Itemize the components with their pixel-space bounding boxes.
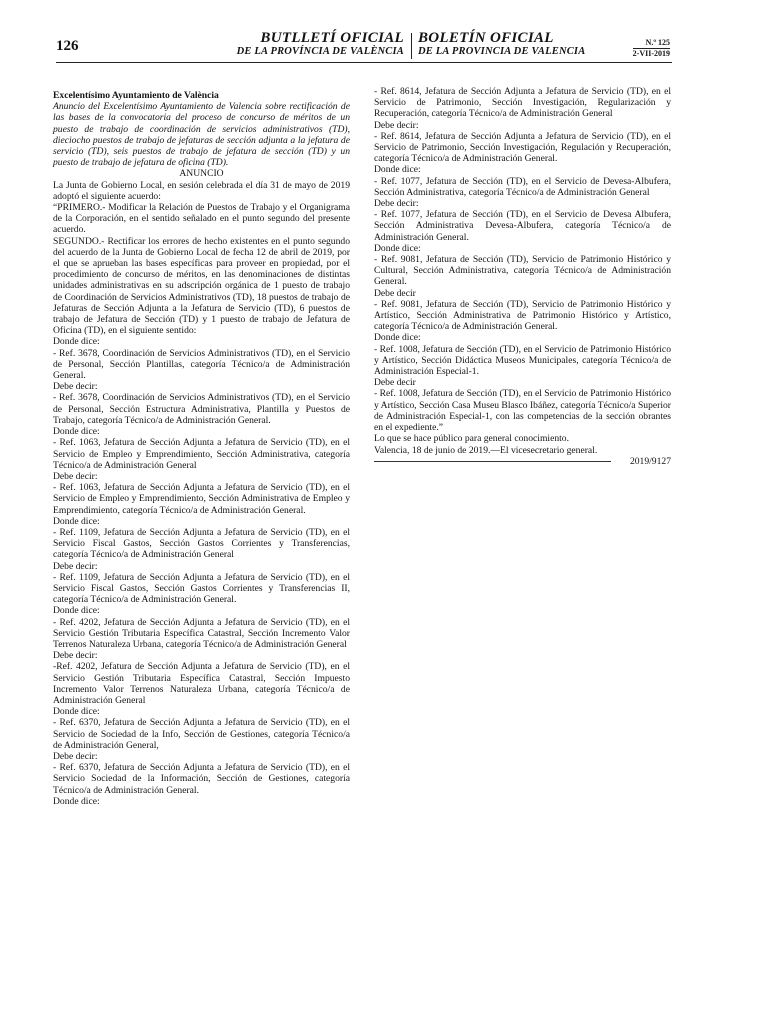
- paragraph: Donde dice:: [53, 336, 100, 348]
- paragraph: - Ref. 9081, Jefatura de Sección (TD), Servicio de Patrimonio Histórico y Cultural, Sección Administrativa, categoría Técnico/a de Administración General.: [374, 254, 671, 288]
- paragraph: - Ref. 8614, Jefatura de Sección Adjunta a Jefatura de Servicio (TD), en el Servicio de Patrimonio, Sección Investigación, Regulación y Recuperación, categoría Técnico/a de Administración General.: [374, 130, 671, 165]
- paragraph: - Ref. 4202, Jefatura de Sección Adjunta a Jefatura de Servicio (TD), en el Servicio Gestión Tributaria Específica Catastral, Sección Incremento Valor Terrenos Naturaleza Urbana, categoría Técnico/a de Administración General: [53, 616, 350, 650]
- reference-code: 2019/9127: [629, 455, 671, 467]
- paragraph: Donde dice:: [374, 332, 421, 344]
- paragraph: - Ref. 1008, Jefatura de Sección (TD), en el Servicio de Patrimonio Histórico y Artístico, Sección Casa Museu Blasco Ibáñez, categoría Técnico/a Superior de Administración Especial-1, con las competencias de la sección obrantes en el expediente.”: [374, 388, 671, 434]
- paragraph: - Ref. 1109, Jefatura de Sección Adjunta a Jefatura de Servicio (TD), en el Servicio Fiscal Gastos, Sección Gastos Corrientes y Transferencias, categoría Técnico/a de Administración General: [53, 526, 350, 561]
- paragraph: Debe decir:: [53, 650, 98, 662]
- paragraph: Valencia, 18 de junio de 2019.—El vicesecretario general.: [374, 444, 598, 456]
- closing-rule: [374, 461, 611, 462]
- paragraph: Debe decir:: [53, 381, 98, 393]
- announcement-heading: ANUNCIO: [179, 168, 224, 180]
- page-header: [56, 30, 672, 63]
- paragraph: Donde dice:: [53, 515, 100, 527]
- closing-line: [374, 456, 671, 468]
- paragraph: Debe decir:: [374, 119, 419, 131]
- paragraph: Donde dice:: [53, 795, 100, 807]
- paragraph: Donde dice:: [53, 706, 100, 718]
- paragraph: Donde dice:: [374, 164, 421, 176]
- page-number: 126: [56, 38, 79, 54]
- issuer-heading: Excelentísimo Ayuntamiento de València: [53, 90, 219, 101]
- paragraph: - Ref. 1077, Jefatura de Sección (TD), en el Servicio de Devesa-Albufera, Sección Administrativa, categoría Técnico/a de Administración General: [374, 175, 671, 198]
- paragraph: - Ref. 1109, Jefatura de Sección Adjunta a Jefatura de Servicio (TD), en el Servicio Fiscal Gastos, Sección Gastos Corrientes y Transferencias II, categoría Técnico/a de Administración General.: [53, 571, 350, 606]
- paragraph: Debe decir: [374, 377, 416, 389]
- header-right-title: BOLETÍN OFICIAL: [418, 30, 554, 46]
- issue-info: [614, 38, 670, 59]
- header-valencian-title: [176, 32, 404, 58]
- left-paragraphs: [53, 180, 350, 807]
- header-left-subtitle: DE LA PROVÍNCIA DE VALÈNCIA: [236, 46, 404, 57]
- paragraph: - Ref. 1008, Jefatura de Sección (TD), en el Servicio de Patrimonio Histórico y Artístico, Sección Didáctica Museos Municipales, categoría Técnico/a de Administración Especial-1.: [374, 343, 671, 378]
- paragraph: Donde dice:: [374, 242, 421, 254]
- paragraph: SEGUNDO.- Rectificar los errores de hecho existentes en el punto segundo del acuerdo de la Junta de Gobierno Local de fecha 12 de abril de 2019, por el que se aprueban las bases específicas para proveer en propiedad, por el procedimiento de concurso de méritos, en las denominaciones de distintas unidades administrativas en su adscripción orgánica de 1 puesto de trabajo de Coordinación de Servicios Administrativos (TD), 18 puestos de trabajo de Jefaturas de Sección Adjunta a la Jefatura de Servicio (TD), 6 puestos de trabajo de Jefatura de Sección (TD) y 1 puesto de trabajo de Jefatura de Oficina (TD), en el siguiente sentido:: [53, 235, 350, 337]
- paragraph: - Ref. 1063, Jefatura de Sección Adjunta a Jefatura de Servicio (TD), en el Servicio de Empleo y Emprendimiento, Sección Administrativa, categoría Técnico/a de Administración General: [53, 437, 350, 471]
- header-right-subtitle: DE LA PROVINCIA DE VALENCIA: [418, 46, 586, 57]
- header-spanish-title: [418, 32, 618, 58]
- paragraph: Donde dice:: [53, 426, 100, 438]
- paragraph: - Ref. 6370, Jefatura de Sección Adjunta a Jefatura de Servicio (TD), en el Servicio Sociedad de la Información, Sección de Gestiones, categoría Técnico/a de Administración General.: [53, 762, 350, 796]
- paragraph: Lo que se hace público para general conocimiento.: [374, 433, 569, 445]
- paragraph: - Ref. 6370, Jefatura de Sección Adjunta a Jefatura de Servicio (TD), en el Servicio de Sociedad de la Info, Sección de Gestiones, categoría Técnico/a de Administración General,: [53, 717, 350, 751]
- left-column: [53, 86, 350, 807]
- paragraph: Debe decir: [374, 287, 416, 299]
- paragraph: Debe decir:: [53, 560, 98, 572]
- paragraph: Donde dice:: [53, 605, 100, 617]
- paragraph: Debe decir:: [374, 198, 419, 210]
- announcement-summary: Anuncio del Excelentísimo Ayuntamiento de Valencia sobre rectificación de las bases de la convocatoria del proceso de concurso de méritos de un puesto de trabajo de coordinación de servicios administrativos (TD), dieciocho puestos de trabajo de jefaturas de sección adjunta a la jefatura de servicio (TD), seis puestos de trabajo de jefatura de sección (TD) y un puesto de trabajo de jefatura de oficina (TD).: [53, 101, 350, 169]
- paragraph: Debe decir:: [53, 470, 98, 482]
- paragraph: Debe decir:: [53, 750, 98, 762]
- paragraph: La Junta de Gobierno Local, en sesión celebrada el día 31 de mayo de 2019 adoptó el siguiente acuerdo:: [53, 179, 350, 202]
- paragraph: - Ref. 1077, Jefatura de Sección (TD), en el Servicio de Devesa Albufera, Sección Administrativa Devesa-Albufera, categoría Técnico/a de Administración General.: [374, 209, 671, 243]
- paragraph: - Ref. 8614, Jefatura de Sección Adjunta a Jefatura de Servicio (TD), en el Servicio de Patrimonio, Sección Investigación, Regularización y Recuperación, categoría Técnico/a de Administración General: [374, 86, 671, 120]
- paragraph: “PRIMERO.- Modificar la Relación de Puestos de Trabajo y el Organigrama de la Corporación, en el sentido señalado en el punto segundo del presente acuerdo.: [53, 202, 350, 236]
- issue-number: N.º 125: [645, 38, 670, 47]
- paragraph: - Ref. 3678, Coordinación de Servicios Administrativos (TD), en el Servicio de Personal, Sección Estructura Administrativa, Plantilla y Puestos de Trabajo, categoría Técnico/a de Administración General.: [53, 392, 350, 426]
- header-left-title: BUTLLETÍ OFICIAL: [260, 30, 404, 46]
- right-paragraphs: [374, 86, 671, 456]
- paragraph: - Ref. 3678, Coordinación de Servicios Administrativos (TD), en el Servicio de Personal, Sección Plantillas, categoría Técnico/a de Administración General.: [53, 347, 350, 382]
- paragraph: -Ref. 4202, Jefatura de Sección Adjunta a Jefatura de Servicio (TD), en el Servicio Gestión Tributaria Específica Catastral, Sección Impuesto Incremento Valor Terrenos Naturaleza Urbana, categoría Técnico/a de Administración General: [53, 661, 350, 706]
- header-divider: [411, 33, 412, 59]
- paragraph: - Ref. 9081, Jefatura de Sección (TD), Servicio de Patrimonio Histórico y Artístico, Sección Administrativa de Patrimonio Histórico y Artístico, categoría Técnico/a de Administración General.: [374, 298, 671, 333]
- paragraph: - Ref. 1063, Jefatura de Sección Adjunta a Jefatura de Servicio (TD), en el Servicio de Empleo y Emprendimiento, Sección Administrativa de Empleo y Emprendimiento, categoría Técnico/a de Administración General.: [53, 482, 350, 516]
- issue-date: 2-VII-2019: [632, 49, 670, 58]
- right-column: [374, 86, 671, 468]
